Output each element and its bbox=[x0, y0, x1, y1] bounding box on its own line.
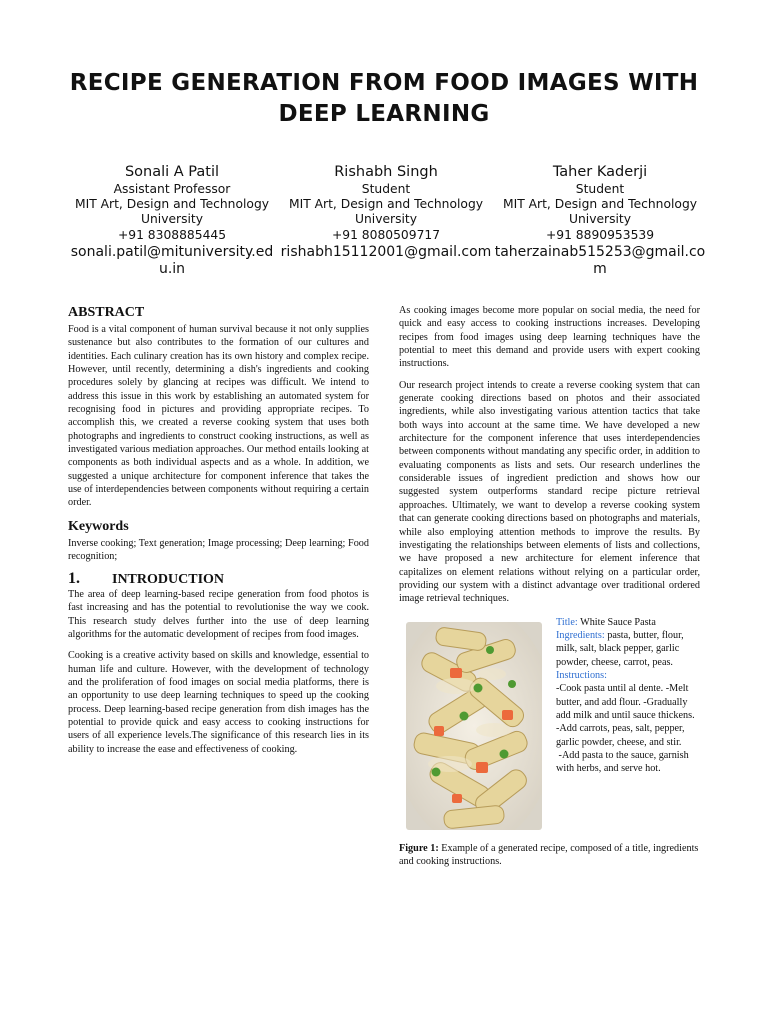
author-block bbox=[66, 162, 706, 278]
author-name: Sonali A Patil bbox=[124, 164, 220, 180]
introduction-heading bbox=[68, 569, 369, 587]
recipe-title-line bbox=[556, 616, 700, 629]
recipe-ingredients-value: pasta, butter, flour, milk, salt, black pepper, garlic powder, cheese, carrot, peas. bbox=[556, 629, 684, 668]
keywords-text: Inverse cooking; Text generation; Image processing; Deep learning; Food recognition; bbox=[68, 537, 369, 563]
author-affiliation: MIT Art, Design and Technology University bbox=[502, 197, 698, 227]
paper-title: RECIPE GENERATION FROM FOOD IMAGES WITH DEEP LEARNING bbox=[69, 70, 699, 127]
intro-paragraph-1: The area of deep learning-based recipe generation from food photos is fast increasing and has the potential to revolutionise the way we cook. This research study delves further into the use of deep learning algorithms for the automatic development of recipes from food images. bbox=[68, 588, 369, 640]
recipe-title-value: White Sauce Pasta bbox=[580, 616, 656, 628]
intro-paragraph-2: Cooking is a creative activity based on skills and knowledge, essential to human life and culture. However, with the development of technology and the proliferation of food images on social media platforms, there is an opportunity to use deep learning techniques to speed up the cooking process. Deep learning-based recipe generation from dish images has the potential to provide quick and easy access to cooking instructions for users of all experience levels.The significance of this research lies in its ability to increase the ease and effectiveness of cooking. bbox=[68, 650, 369, 755]
body-paragraph-2: Our research project intends to create a reverse cooking system that can generate cooking directions based on photos and their associated ingredients, while also investigating various attention tactics that take both ways into account at the same time. We have developed a new architecture for the component inference that uses interdependencies between components without mandating any specific order, in addition to evaluating components as lists and sets. Our research underlines the considerable issues of ingredient prediction and shows how our suggested system outperforms standard recipe picture retrieval approaches. Ultimately, we want to develop a reverse cooking system that can generate cooking directions based on photographs and materials, while also employing attention methods to improve the results. By investigating the relationships between elements of lists and collections, we have proposed a new architecture for element inference that capitalizes on element relations without relying on a particular order, providing our system with a distinct advantage over traditional ordered image retrieval techniques. bbox=[399, 379, 700, 605]
author-name: Rishabh Singh bbox=[334, 164, 438, 180]
author-phone: +91 8308885445 bbox=[117, 227, 227, 242]
author-role: Assistant Professor bbox=[113, 182, 231, 196]
author-role: Student bbox=[361, 182, 411, 196]
generated-recipe bbox=[556, 616, 700, 776]
recipe-step-3: -Add pasta to the sauce, garnish with herbs, and serve hot. bbox=[556, 750, 692, 775]
recipe-step-1: -Cook pasta until al dente. -Melt butter, and add flour. -Gradually add milk and until sauce thickens. bbox=[556, 683, 695, 721]
author-3 bbox=[494, 162, 706, 278]
author-email[interactable]: rishabh15112001@gmail.com bbox=[280, 243, 492, 260]
author-phone: +91 8080509717 bbox=[331, 227, 441, 242]
section-number: 1. bbox=[68, 569, 80, 587]
right-column bbox=[399, 304, 700, 868]
author-role: Student bbox=[575, 182, 625, 196]
author-email[interactable]: taherzainab515253@gmail.com bbox=[494, 243, 706, 277]
left-column bbox=[68, 304, 369, 764]
author-email[interactable]: sonali.patil@mituniversity.edu.in bbox=[70, 243, 274, 277]
abstract-text: Food is a vital component of human survival because it not only supplies sustenance but also contributes to the formation of our cultures and identities. Each culinary creation has its own history and complex recipe. However, until recently, determining a dish's ingredients and cooking procedures solely by glancing at recipes was difficult. We intend to address this issue in this work by establishing an automated system for recognising food in pictures and providing appropriate recipes. To accomplish this, we created a reverse cooking system that uses both photographs and ingredients to construct cooking instructions, as well as investigated various mediation approaches. Our method entails looking at components as both individual aspects and as a whole. In addition, we suggested a unique architecture for component inference that takes the use of interdependencies between components without requiring a certain order. bbox=[68, 324, 369, 509]
figure-caption bbox=[399, 842, 700, 869]
author-name: Taher Kaderji bbox=[552, 164, 648, 180]
keywords-heading: Keywords bbox=[68, 518, 129, 534]
recipe-ingredients-line bbox=[556, 629, 700, 669]
recipe-title-label: Title: bbox=[556, 616, 578, 628]
author-1 bbox=[66, 162, 278, 278]
caption-text: Example of a generated recipe, composed of a title, ingredients and cooking instructions. bbox=[399, 842, 699, 867]
recipe-instructions-label: Instructions: bbox=[556, 669, 607, 681]
author-affiliation: MIT Art, Design and Technology University bbox=[288, 197, 484, 227]
author-2 bbox=[280, 162, 492, 278]
recipe-step-2: -Add carrots, peas, salt, pepper, garlic powder, cheese, and stir. bbox=[556, 723, 685, 748]
figure-1 bbox=[399, 616, 700, 836]
body-paragraph-1: As cooking images become more popular on social media, the need for quick and easy access to cooking instructions increases. Developing recipes from food images using deep learning techniques have the potential to meet this demand and provide users with expert cooking instructions. bbox=[399, 305, 700, 370]
abstract-heading: ABSTRACT bbox=[68, 305, 145, 320]
section-title: INTRODUCTION bbox=[112, 571, 225, 587]
author-affiliation: MIT Art, Design and Technology University bbox=[74, 197, 270, 227]
author-phone: +91 8890953539 bbox=[545, 227, 655, 242]
caption-label: Figure 1: bbox=[399, 842, 439, 854]
recipe-ingredients-label: Ingredients: bbox=[556, 629, 605, 641]
pasta-photo-icon bbox=[406, 622, 542, 830]
